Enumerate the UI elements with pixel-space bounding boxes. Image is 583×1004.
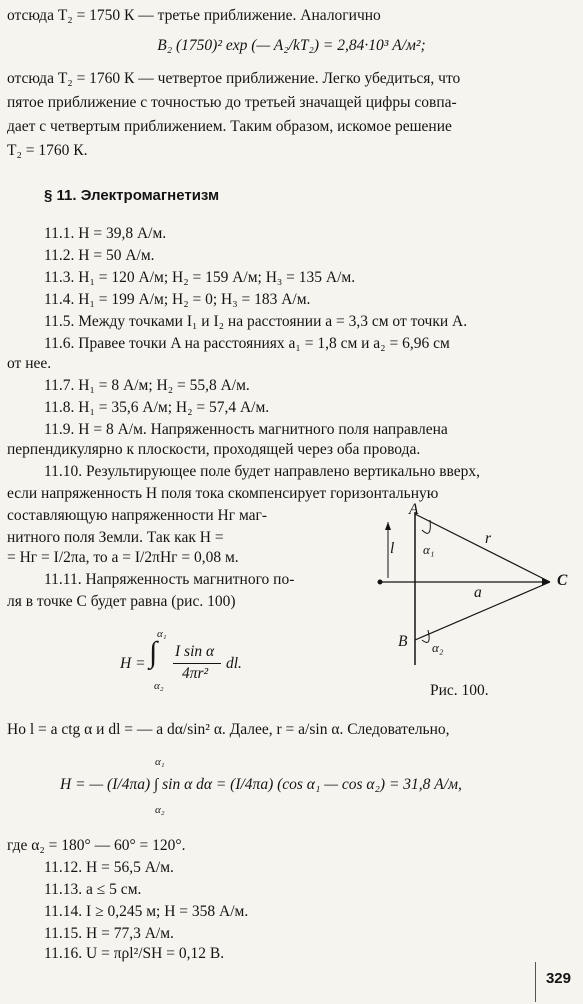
answer-11-9a: 11.9. H = 8 А/м. Напряженность магнитного поля направлена <box>44 421 448 438</box>
integral-2-upper: α₁ <box>155 756 165 768</box>
intro-line-3: пятое приближение с точностью до третьей значащей цифры совпа- <box>7 94 457 111</box>
page-number: 329 <box>545 970 571 987</box>
figure-caption: Рис. 100. <box>430 682 489 699</box>
answer-11-10e: = Hг = I/2πa, то a = I/2πHг = 0,08 м. <box>7 549 239 566</box>
answer-11-1: 11.1. H = 39,8 А/м. <box>44 225 167 242</box>
answer-11-14: 11.14. I ≥ 0,245 м; H = 358 А/м. <box>44 903 249 920</box>
answer-11-13: 11.13. a ≤ 5 см. <box>44 881 142 898</box>
answer-11-15: 11.15. H = 77,3 А/м. <box>44 925 174 942</box>
integral-2-lower: α₂ <box>155 804 165 816</box>
answer-11-3: 11.3. H₁ = 120 А/м; H₂ = 159 А/м; H₃ = 135 А/м. <box>44 269 356 286</box>
answer-11-10a: 11.10. Результирующее поле будет направлено вертикально вверх, <box>44 463 481 480</box>
integral-1-lhs: H = <box>120 655 146 672</box>
page-rule <box>535 962 536 1002</box>
figure-label-B: B <box>398 633 408 650</box>
answer-11-10c: составляющую напряженности Hг маг- <box>7 507 268 524</box>
answer-11-6b: от нее. <box>7 355 52 372</box>
figure-label-a: a <box>474 584 482 601</box>
integral-1-denominator: 4πr² <box>182 665 209 682</box>
answer-11-6a: 11.6. Правее точки A на расстояниях a₁ = 1,8 см и a₂ = 6,96 см <box>44 335 450 352</box>
integral-1-lower: α₂ <box>154 680 164 692</box>
figure-100 <box>360 500 575 700</box>
figure-label-alpha2: α₂ <box>432 640 444 655</box>
answer-11-2: 11.2. H = 50 А/м. <box>44 247 155 264</box>
derivation-line: Но l = a ctg α и dl = — a dα/sin² α. Далее, r = a/sin α. Следовательно, <box>7 721 450 738</box>
figure-label-A: A <box>409 501 419 518</box>
integral-2: H = — (I/4πa) ∫ sin α dα = (I/4πa) (cos α₁ — cos α₂) = 31,8 А/м, <box>60 776 462 793</box>
section-title: § 11. Электромагнетизм <box>44 187 220 204</box>
intro-line-1: отсюда T₂ = 1750 К — третье приближение. Аналогично <box>7 7 381 24</box>
integral-sign-1: ∫ <box>149 636 158 669</box>
figure-label-alpha1: α₁ <box>423 542 435 557</box>
formula-1: B₂ (1750)² exp (— A₂/kT₂) = 2,84·10³ А/м²; <box>157 37 426 54</box>
answer-11-7: 11.7. H₁ = 8 А/м; H₂ = 55,8 А/м. <box>44 377 250 394</box>
answer-11-9b: перпендикулярно к плоскости, проходящей через оба провода. <box>7 441 421 458</box>
answer-11-10b: если напряженность H поля тока скомпенсирует горизонтальную <box>7 485 439 502</box>
answer-11-12: 11.12. H = 56,5 А/м. <box>44 859 174 876</box>
figure-label-l: l <box>390 540 395 557</box>
answer-11-8: 11.8. H₁ = 35,6 А/м; H₂ = 57,4 А/м. <box>44 399 270 416</box>
answer-11-11a: 11.11. Напряженность магнитного по- <box>44 571 295 588</box>
fraction-bar <box>173 663 221 664</box>
intro-line-4: дает с четвертым приближением. Таким образом, искомое решение <box>7 118 452 135</box>
integral-1-upper: α₁ <box>157 628 167 640</box>
figure-label-r: r <box>485 530 492 547</box>
integral-1-numerator: I sin α <box>175 643 215 660</box>
answer-11-10d: нитного поля Земли. Так как H = <box>7 529 224 546</box>
answer-11-4: 11.4. H₁ = 199 А/м; H₂ = 0; H₃ = 183 А/м. <box>44 291 311 308</box>
intro-line-5: T₂ = 1760 К. <box>7 142 88 159</box>
answer-11-5: 11.5. Между точками I₁ и I₂ на расстоянии a = 3,3 см от точки A. <box>44 313 468 330</box>
answer-11-11b: ля в точке C будет равна (рис. 100) <box>7 593 236 610</box>
answer-11-16: 11.16. U = πρl²/SH = 0,12 В. <box>44 945 225 962</box>
figure-label-C: C <box>557 572 568 589</box>
intro-line-2: отсюда T₂ = 1760 К — четвертое приближение. Легко убедиться, что <box>7 70 461 87</box>
where-line: где α₂ = 180° — 60° = 120°. <box>7 837 186 854</box>
integral-1-tail: dl. <box>226 655 242 672</box>
